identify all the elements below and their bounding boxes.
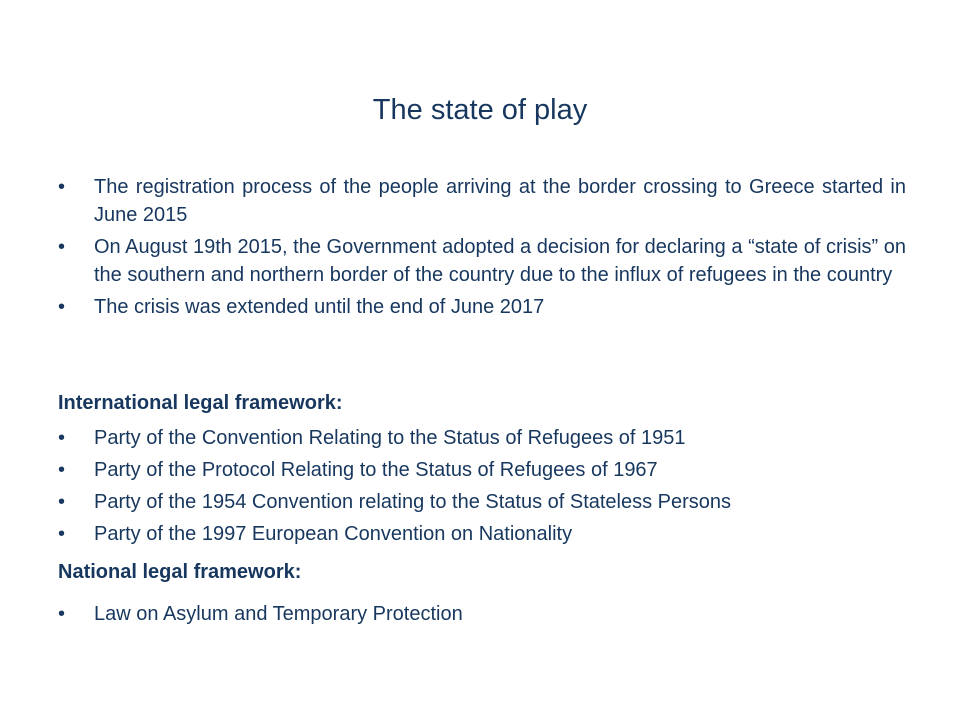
bullet-icon: • [58, 603, 66, 625]
list-item-text: Party of the 1954 Convention relating to the Status of Stateless Persons [94, 491, 732, 513]
list-item-text: Party of the Convention Relating to the Status of Refugees of 1951 [94, 427, 686, 449]
list-item [58, 520, 906, 548]
list-item-text: The crisis was extended until the end of June 2017 [94, 296, 545, 318]
national-bullet-list [58, 600, 906, 632]
bullet-icon: • [58, 296, 66, 318]
list-item-text: Party of the 1997 European Convention on Nationality [94, 523, 573, 545]
list-item [58, 488, 906, 516]
list-item [58, 456, 906, 484]
list-item [58, 173, 906, 229]
list-item-text: Law on Asylum and Temporary Protection [94, 603, 463, 625]
list-item-text: The registration process of the people arriving at the border crossing to Greece started in June 2015 [94, 176, 906, 226]
list-item [58, 233, 906, 289]
list-item-text: Party of the Protocol Relating to the Status of Refugees of 1967 [94, 459, 658, 481]
international-bullet-list [58, 424, 906, 552]
list-item [58, 293, 906, 321]
list-item [58, 600, 906, 628]
list-item-text: On August 19th 2015, the Government adopted a decision for declaring a “state of crisis” on the southern and northern border of the country due to the influx of refugees in the country [94, 236, 906, 286]
bullet-icon: • [58, 427, 66, 449]
intro-bullet-list [58, 173, 906, 325]
national-framework-heading: National legal framework: [58, 561, 302, 583]
international-framework-heading: International legal framework: [58, 392, 343, 414]
bullet-icon: • [58, 176, 66, 198]
bullet-icon: • [58, 523, 66, 545]
bullet-icon: • [58, 491, 66, 513]
slide-title: The state of play [372, 94, 588, 126]
bullet-icon: • [58, 459, 66, 481]
list-item [58, 424, 906, 452]
bullet-icon: • [58, 236, 66, 258]
